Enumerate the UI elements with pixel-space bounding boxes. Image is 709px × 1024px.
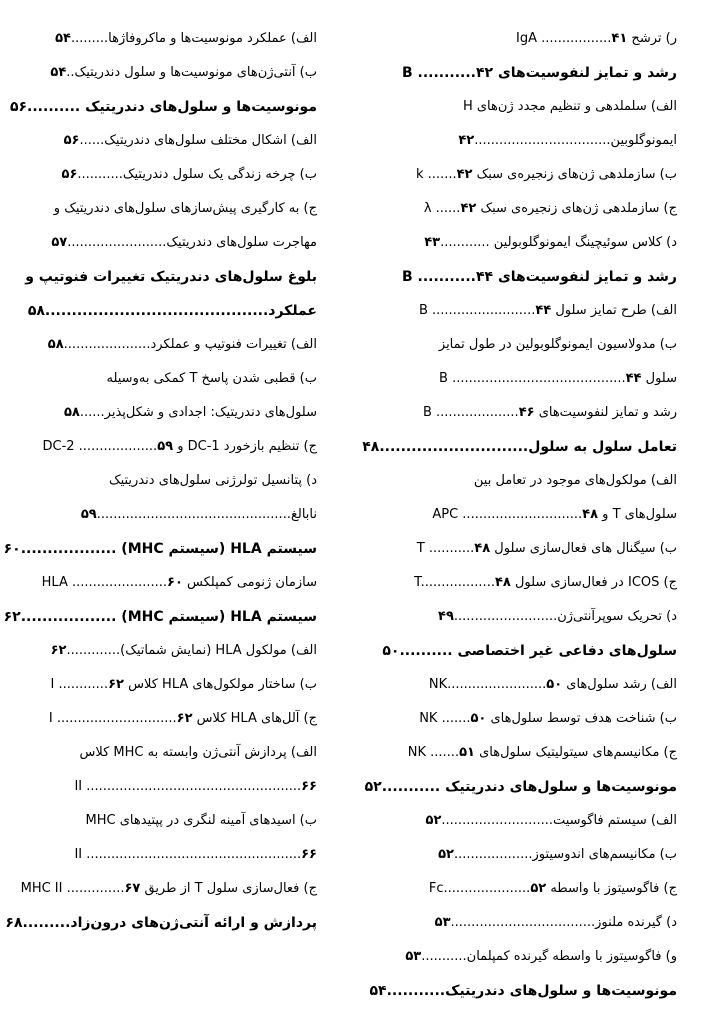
toc-entry-page: ۵۶	[63, 133, 80, 148]
toc-entry-page: ۴۴	[625, 371, 642, 386]
toc-entry-page: ۴۴	[535, 303, 552, 318]
toc-entry-page: ۴۴	[476, 269, 494, 285]
toc-entry-page: ۴۶	[518, 405, 535, 420]
toc-entry-text: بلوغ سلول‌های دندریتیک تغییرات فنوتیپ و	[25, 269, 317, 285]
toc-entry-text: سلول‌های دندریتیک: اجدادی و شکل‌پذیر......	[79, 405, 317, 420]
toc-entry	[382, 634, 677, 668]
toc-entry-page: ۴۲	[460, 201, 477, 216]
toc-entry-text: ب) مدولاسیون ایمونوگلوبولین در طول تمایز	[438, 337, 677, 352]
toc-entry-text: ج) ICOS در فعال‌سازی سلول T..................	[414, 575, 677, 590]
toc-entry	[382, 328, 677, 362]
toc-entry-text: پردازش و ارائه آنتی‌ژن‌های درون‌زاد.........	[22, 915, 317, 931]
toc-entry-page: ۵۳	[405, 949, 422, 964]
toc-entry-page: ۵۸	[27, 303, 45, 319]
toc-entry-text: سلول‌های دفاعی غیر اختصاصی ..........	[399, 643, 677, 659]
toc-entry-text: ج) فعال‌سازی سلول T از طریق MHC II ..............	[20, 881, 317, 896]
toc-entry-page: ۴۲	[456, 167, 473, 182]
toc-entry-text: د) تحریک سوپرآنتی‌ژن.........................	[453, 609, 677, 624]
toc-entry	[22, 226, 317, 260]
toc-entry-text: نابالغ...............................................	[96, 507, 317, 522]
toc-entry-text: الف) پردازش آنتی‌ژن وابسته به MHC کلاس	[79, 745, 317, 760]
toc-entry-text: سیستم HLA (سیستم MHC) ..................	[20, 541, 317, 557]
toc-entry-text: ب) مکانیسم‌های اندوسیتوز...................	[453, 847, 677, 862]
toc-entry-page: ۴۸	[582, 507, 599, 522]
toc-entry	[22, 634, 317, 668]
toc-entry-text: مونوسیت‌ها و سلول‌های دندریتیک ...........	[381, 779, 677, 795]
toc-entry-text: ر) ترشح IgA .................	[516, 31, 677, 46]
toc-entry	[22, 158, 317, 192]
toc-entry-text: و) فاگوسیتوز با واسطه گیرنده کمپلمان...........	[421, 949, 677, 964]
toc-entry	[362, 430, 677, 464]
toc-entry-page: ۴۲	[458, 133, 475, 148]
toc-entry	[382, 804, 677, 838]
toc-entry	[382, 294, 677, 328]
toc-entry-text: رشد و تمایز لنفوسیت‌های B ...........	[401, 269, 677, 285]
toc-entry	[22, 362, 317, 396]
toc-entry-text: تعامل سلول به سلول............................	[379, 439, 677, 455]
toc-entry-text: ج) سازملدهی ژن‌های زنجیره‌ی سبک λ ......	[423, 201, 677, 216]
toc-entry-page: ۵۴	[55, 31, 71, 46]
toc-entry-page: ۵۰	[470, 711, 487, 726]
toc-entry-text: سلول B ..........................................	[439, 371, 677, 386]
toc-entry	[382, 736, 677, 770]
toc-entry-text: د) پتانسیل تولرژنی سلول‌های دندریتیک	[108, 473, 317, 488]
toc-entry-text: سیستم HLA (سیستم MHC) ..................	[20, 609, 317, 625]
toc-entry	[22, 430, 317, 464]
toc-entry	[22, 22, 317, 56]
toc-entry	[382, 702, 677, 736]
toc-entry-page: ۵۴	[369, 983, 387, 999]
toc-entry-page: ۴۱	[611, 31, 628, 46]
toc-entry-text: رشد و تمایز لنفوسیت‌های B ...........	[401, 65, 677, 81]
toc-entry-page: ۴۸	[474, 541, 491, 556]
toc-entry	[382, 498, 677, 532]
toc-entry	[3, 532, 317, 566]
toc-entry-page: ۵۳	[434, 915, 451, 930]
toc-entry-text: ب) سازملدهی ژن‌های زنجیره‌ی سبک k .......	[416, 167, 677, 182]
toc-entry	[382, 90, 677, 124]
toc-entry-page: ۵۲	[425, 813, 442, 828]
toc-entry-text: الف) سیستم فاگوسیت...........................	[441, 813, 677, 828]
toc-entry	[22, 192, 317, 226]
toc-entry	[22, 702, 317, 736]
toc-entry-text: ب) ساختار مولکول‌های HLA کلاس I ............	[50, 677, 317, 692]
toc-entry-text: د) کلاس سوئیچینگ ایمونوگلوبولین ............	[440, 235, 677, 250]
toc-entry	[382, 532, 677, 566]
toc-entry-text: مونوسیت‌ها و سلول‌های دندریتیک ..........	[27, 99, 317, 115]
toc-entry	[5, 906, 317, 940]
toc-entry-page: ۵۷	[51, 235, 68, 250]
toc-entry	[22, 838, 317, 872]
toc-entry-page: ۵۱	[459, 745, 475, 760]
toc-entry	[382, 260, 677, 294]
toc-entry-text: الف) مولکول‌های موجود در تعامل بین	[473, 473, 677, 488]
toc-entry-text: ایمونوگلوبین.................................	[474, 133, 677, 148]
toc-entry-page: ۶۸	[5, 915, 23, 931]
toc-entry	[3, 600, 317, 634]
toc-entry	[9, 90, 317, 124]
toc-entry-text: II ....................................................	[74, 847, 302, 862]
toc-entry-page: ۵۰	[382, 643, 400, 659]
toc-entry-page: ۵۹	[157, 439, 174, 454]
toc-entry-text: الف) رشد سلول‌های NK........................	[428, 677, 677, 692]
toc-entry	[382, 158, 677, 192]
toc-entry	[22, 260, 317, 294]
toc-entry-page: ۵۴	[50, 65, 67, 80]
toc-entry	[382, 22, 677, 56]
toc-entry	[22, 566, 317, 600]
toc-entry-text: سلول‌های T و APC .............................	[432, 507, 677, 522]
toc-entry-text: ب) قطبی شدن پاسخ T کمکی به‌وسیله	[106, 371, 317, 386]
toc-entry-text: الف) سلملدهی و تنظیم مجدد ژن‌های H	[462, 99, 677, 114]
toc-entry	[382, 192, 677, 226]
toc-entry	[382, 566, 677, 600]
toc-entry-text: الف) اشکال مختلف سلول‌های دندریتیک......	[79, 133, 317, 148]
toc-entry-page: ۵۰	[546, 677, 563, 692]
toc-entry	[369, 974, 677, 1008]
toc-entry	[382, 872, 677, 906]
toc-entry	[382, 838, 677, 872]
toc-entry-text: الف) عملکرد مونوسیت‌ها و ماکروفاژها.........	[70, 31, 317, 46]
toc-entry	[382, 124, 677, 158]
toc-entry	[382, 906, 677, 940]
toc-entry	[22, 56, 317, 90]
toc-entry	[22, 464, 317, 498]
toc-entry-text: ب) شناخت هدف توسط سلول‌های NK .......	[419, 711, 677, 726]
toc-entry	[382, 362, 677, 396]
toc-entry-page: ۴۸	[494, 575, 511, 590]
toc-entry	[382, 226, 677, 260]
toc-entry-page: ۴۹	[438, 609, 454, 624]
toc-entry-text: ب) سیگنال های فعال‌سازی سلول T ...........	[416, 541, 677, 556]
toc-entry-page: ۶۷	[124, 881, 141, 896]
toc-entry	[22, 804, 317, 838]
toc-entry-page: ۶۲	[50, 643, 67, 658]
toc-entry-page: ۴۸	[362, 439, 380, 455]
toc-entry-page: ۵۲	[438, 847, 454, 862]
toc-entry-text: ب) اسیدهای آمینه لنگری در پپتیدهای MHC	[85, 813, 317, 828]
toc-entry	[382, 668, 677, 702]
toc-entry-text: ج) فاگوسیتوز با واسطه Fc.....................	[428, 881, 677, 896]
toc-entry-page: ۶۶	[301, 779, 317, 794]
toc-entry-text: ب) چرخه زندگی یک سلول دندریتیک...........	[77, 167, 317, 182]
toc-entry-text: مونوسیت‌ها و سلول‌های دندریتیک...........	[386, 983, 677, 999]
toc-entry-page: ۶۶	[301, 847, 317, 862]
toc-entry-text: ج) به کارگیری پیش‌سازهای سلول‌های دندریتیک و	[53, 201, 317, 216]
toc-entry-text: سازمان ژنومی کمپلکس HLA .......................	[41, 575, 317, 590]
toc-entry-text: ج) مکانیسم‌های سیتولیتیک سلول‌های NK .......	[407, 745, 677, 760]
toc-right-column	[362, 22, 677, 1008]
toc-entry-page: ۵۶	[61, 167, 78, 182]
toc-entry-text: الف) مولکول HLA (نمایش شماتیک).............	[66, 643, 317, 658]
toc-entry	[382, 600, 677, 634]
toc-entry	[22, 736, 317, 770]
toc-entry	[22, 668, 317, 702]
toc-entry-page: ۴۳	[424, 235, 441, 250]
toc-entry-text: رشد و تمایز لنفوسیت‌های B ....................	[422, 405, 677, 420]
toc-entry	[22, 328, 317, 362]
toc-entry-text: II ....................................................	[74, 779, 302, 794]
toc-entry-text: عملکرد..........................................	[44, 303, 317, 319]
toc-entry-page: ۵۸	[63, 405, 80, 420]
toc-entry	[22, 124, 317, 158]
toc-entry-page: ۵۶	[9, 99, 28, 115]
toc-entry-page: ۶۲	[108, 677, 124, 692]
toc-entry-text: ب) آنتی‌ژن‌های مونوسیت‌ها و سلول دندریتیک..	[66, 65, 317, 80]
toc-entry-text: د) گیرنده ملنوز...................................	[450, 915, 677, 930]
toc-entry-text: ج) تنظیم بازخورد DC-1 و DC-2 ...................	[42, 439, 317, 454]
toc-entry-page: ۶۰	[3, 541, 21, 557]
toc-entry-text: الف) طرح تمایز سلول B .........................	[418, 303, 677, 318]
toc-entry	[382, 464, 677, 498]
toc-entry	[382, 56, 677, 90]
toc-entry	[364, 770, 677, 804]
toc-entry-text: مهاجرت سلول‌های دندریتیک........................	[67, 235, 317, 250]
toc-entry	[382, 396, 677, 430]
toc-entry	[22, 498, 317, 532]
toc-entry-page: ۶۰	[167, 575, 183, 590]
toc-entry-page: ۶۲	[3, 609, 21, 625]
toc-entry	[22, 396, 317, 430]
toc-entry-page: ۴۲	[476, 65, 494, 81]
toc-entry-page: ۵۸	[47, 337, 64, 352]
toc-entry-page: ۶۲	[176, 711, 193, 726]
toc-entry-text: الف) تغییرات فنوتیپ و عملکرد.....................	[63, 337, 317, 352]
toc-entry	[382, 940, 677, 974]
toc-entry-page: ۵۲	[530, 881, 547, 896]
toc-entry	[22, 294, 317, 328]
toc-entry	[22, 872, 317, 906]
toc-entry-page: ۵۹	[80, 507, 97, 522]
toc-left-column	[3, 22, 317, 940]
toc-entry	[22, 770, 317, 804]
toc-entry-page: ۵۲	[364, 779, 382, 795]
toc-entry-text: ج) آلل‌های HLA کلاس I .............................	[48, 711, 317, 726]
